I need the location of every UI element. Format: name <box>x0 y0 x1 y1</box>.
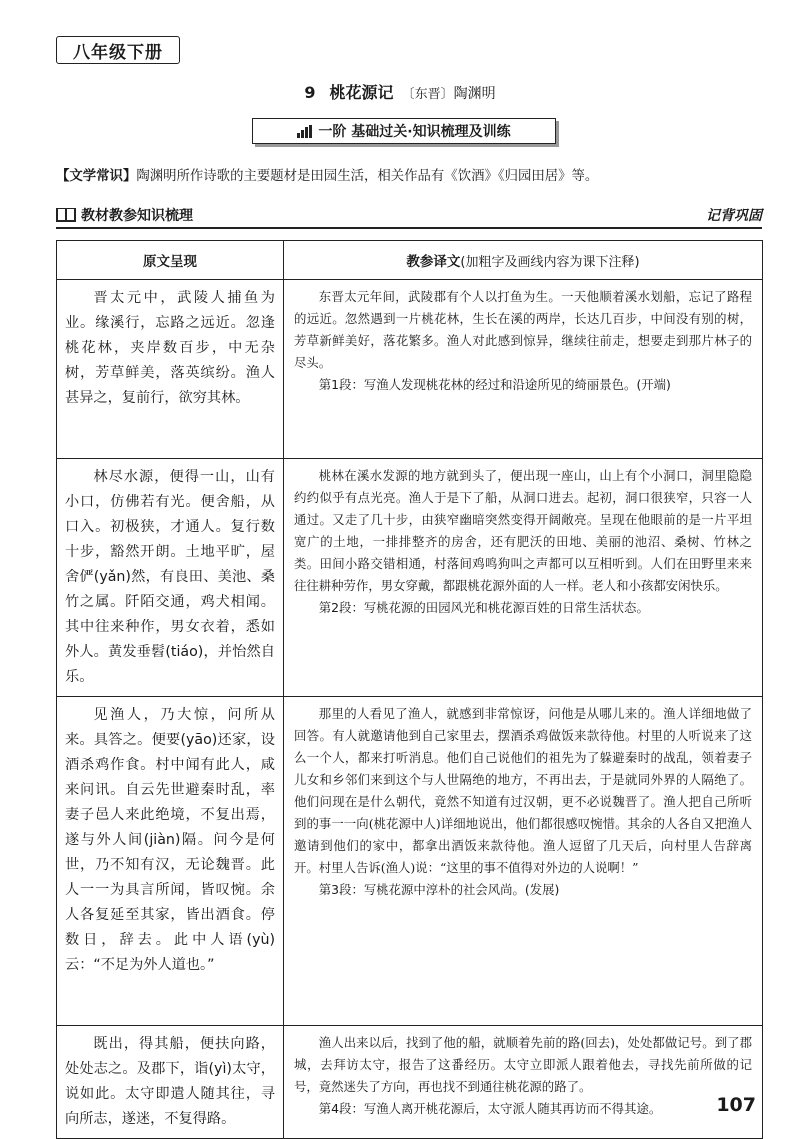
lesson-name: 桃花源记 <box>329 83 394 102</box>
table-row <box>57 459 763 697</box>
header-translation <box>284 241 763 280</box>
paragraph-summary: 第1段：写渔人发现桃花林的经过和沿途所见的绮丽景色。(开端) <box>318 377 671 392</box>
literary-note <box>56 166 760 188</box>
translation-text: 桃林在溪水发源的地方就到头了，便出现一座山，山上有个小洞口，洞里隐隐约约似乎有点光亮。渔人于是下了船，从洞口进去。起初，洞口很狭窄，只容一人通过。又走了几十步，由狭窄幽暗突然变得开阔敞亮。呈现在他眼前的是一片平坦宽广的土地，一排排整齐的房舍，还有肥沃的田地、美丽的池沼、桑树、竹林之类。田间小路交错相通，村落间鸡鸣狗叫之声都可以互相听到。人们在田野里来来往往耕种劳作，男女穿戴，都跟桃花源外面的人一样。老人和小孩都安闲快乐。 <box>294 468 752 593</box>
original-text: 见渔人，乃大惊，问所从来。具答之。便要(yāo)还家，设酒杀鸡作食。村中闻有此人，咸来问讯。自云先世避秦时乱，率妻子邑人来此绝境，不复出焉，遂与外人间(jiàn)隔。问今是何世，乃不知有汉，无论魏晋。此人一一为具言所闻，皆叹惋。余人各复延至其家，皆出酒食。停数日，辞去。此中人语(yù)云：“不足为外人道也。” <box>65 707 275 973</box>
section-title: 教材教参知识梳理 <box>81 208 193 224</box>
original-text: 林尽水源，便得一山，山有小口，仿佛若有光。便舍船，从口入。初极狭，才通人。复行数十步，豁然开朗。土地平旷，屋舍俨(yǎn)然，有良田、美池、桑竹之属。阡陌交通，鸡犬相闻。其中往来种作，男女衣着，悉如外人。黄发垂髫(tiáo)，并怡然自乐。 <box>65 469 275 685</box>
table-row <box>57 697 763 1026</box>
section-tag: 记背巩固 <box>706 208 762 224</box>
lesson-title <box>0 80 800 103</box>
header-original-label: 原文呈现 <box>143 254 197 270</box>
literary-text: 陶渊明所作诗歌的主要题材是田园生活，相关作品有《饮酒》《归园田居》等。 <box>136 169 599 184</box>
table-header-row <box>57 241 763 280</box>
original-cell <box>57 1026 284 1139</box>
section-header <box>56 203 762 229</box>
table-row <box>57 1026 763 1139</box>
paragraph-summary: 第4段：写渔人离开桃花源后，太守派人随其再访而不得其途。 <box>318 1101 662 1116</box>
original-text: 既出，得其船，便扶向路，处处志之。及郡下，诣(yì)太守，说如此。太守即遣人随其往，寻向所志，遂迷，不复得路。 <box>65 1036 275 1127</box>
original-cell <box>57 280 284 459</box>
stage-label: 一阶 基础过关·知识梳理及训练 <box>318 124 511 140</box>
grade-label: 八年级下册 <box>73 42 163 63</box>
lesson-author: 陶渊明 <box>453 86 496 102</box>
original-text: 晋太元中，武陵人捕鱼为业。缘溪行，忘路之远近。忽逢桃花林，夹岸数百步，中无杂树，芳草鲜美，落英缤纷。渔人甚异之，复前行，欲穷其林。 <box>65 290 275 406</box>
text-translation-table <box>56 240 763 1139</box>
literary-label: 【文学常识】 <box>56 169 137 184</box>
translation-text: 渔人出来以后，找到了他的船，就顺着先前的路(回去)，处处都做记号。到了郡城，去拜访太守，报告了这番经历。太守立即派人跟着他去，寻找先前所做的记号，竟然迷失了方向，再也找不到通往桃花源的路了。 <box>294 1035 752 1094</box>
translation-cell <box>284 697 763 1026</box>
original-cell <box>57 459 284 697</box>
book-icon <box>56 208 76 222</box>
translation-cell <box>284 280 763 459</box>
paragraph-summary: 第2段：写桃花源的田园风光和桃花源百姓的日常生活状态。 <box>318 600 649 615</box>
translation-cell <box>284 459 763 697</box>
translation-text: 那里的人看见了渔人，就感到非常惊讶，问他是从哪儿来的。渔人详细地做了回答。有人就邀请他到自己家里去，摆酒杀鸡做饭来款待他。村里的人听说来了这么一个人，都来打听消息。他们自己说他们的祖先为了躲避秦时的战乱，领着妻子儿女和乡邻们来到这个与人世隔绝的地方，不再出去，于是就同外界的人隔绝了。他们问现在是什么朝代，竟然不知道有过汉朝，更不必说魏晋了。渔人把自己所听到的事一一向(桃花源中人)详细地说出，他们都很感叹惋惜。其余的人各自又把渔人邀请到他们的家中，都拿出酒饭来款待他。渔人逗留了几天后，向村里人告辞离开。村里人告诉(渔人)说：“这里的事不值得对外边的人说啊！” <box>294 706 752 875</box>
table-row <box>57 280 763 459</box>
lesson-dynasty: 〔东晋〕 <box>401 87 454 102</box>
paragraph-summary: 第3段：写桃花源中淳朴的社会风尚。(发展) <box>318 882 560 897</box>
bar-chart-icon <box>297 125 313 138</box>
translation-cell <box>284 1026 763 1139</box>
translation-text: 东晋太元年间，武陵郡有个人以打鱼为生。一天他顺着溪水划船，忘记了路程的远近。忽然遇到一片桃花林，生长在溪的两岸，长达几百步，中间没有别的树，芳草新鲜美好，落花繁多。渔人对此感到惊异，继续往前走，想要走到那片林子的尽头。 <box>294 289 752 370</box>
header-original <box>57 241 284 280</box>
grade-tag <box>56 36 180 64</box>
header-translation-note: (加粗字及画线内容为课下注释) <box>460 255 640 270</box>
lesson-number: 9 <box>304 83 316 102</box>
stage-banner <box>252 118 556 144</box>
page-number: 107 <box>716 1094 756 1116</box>
original-cell <box>57 697 284 1026</box>
header-translation-label: 教参译文 <box>406 254 461 270</box>
